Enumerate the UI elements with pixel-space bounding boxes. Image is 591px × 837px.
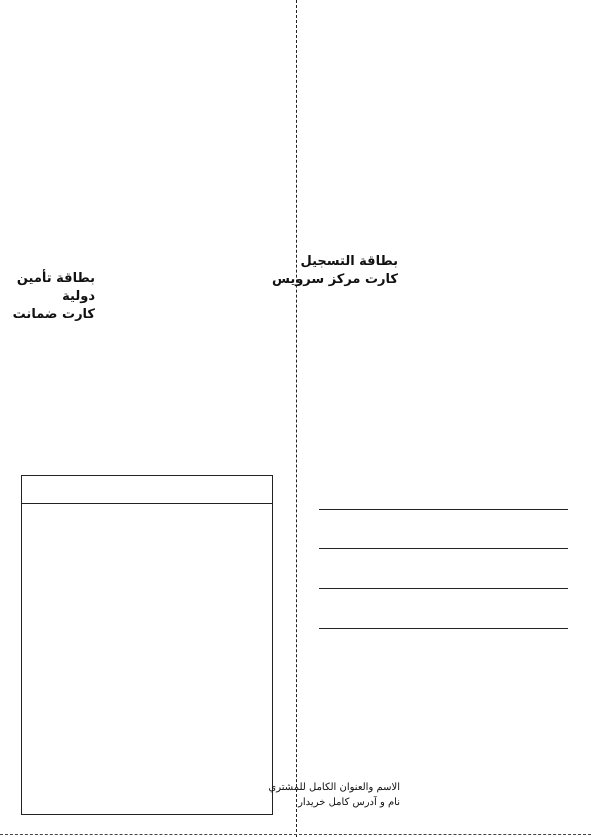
registration-title-persian: کارت مرکز سرویس xyxy=(271,272,398,287)
cut-line xyxy=(0,834,591,835)
warranty-box-header xyxy=(22,476,272,504)
address-line-4 xyxy=(319,628,568,629)
address-line-3 xyxy=(319,588,568,589)
warranty-title-arabic: بطاقة تأمين دولية xyxy=(16,271,95,304)
warranty-title-persian: کارت ضمانت xyxy=(12,307,95,322)
address-line-2 xyxy=(319,548,568,549)
address-line-1 xyxy=(319,509,568,510)
fold-line xyxy=(296,0,297,837)
registration-card-title xyxy=(272,253,398,289)
buyer-address-caption xyxy=(268,780,400,810)
warranty-info-box xyxy=(21,475,273,815)
caption-arabic: الاسم والعنوان الكامل للمشتري xyxy=(268,782,400,793)
warranty-card-title xyxy=(0,270,95,324)
registration-title-arabic: بطاقة التسجيل xyxy=(300,254,398,269)
caption-persian: نام و آدرس کامل خریدار xyxy=(298,797,400,808)
